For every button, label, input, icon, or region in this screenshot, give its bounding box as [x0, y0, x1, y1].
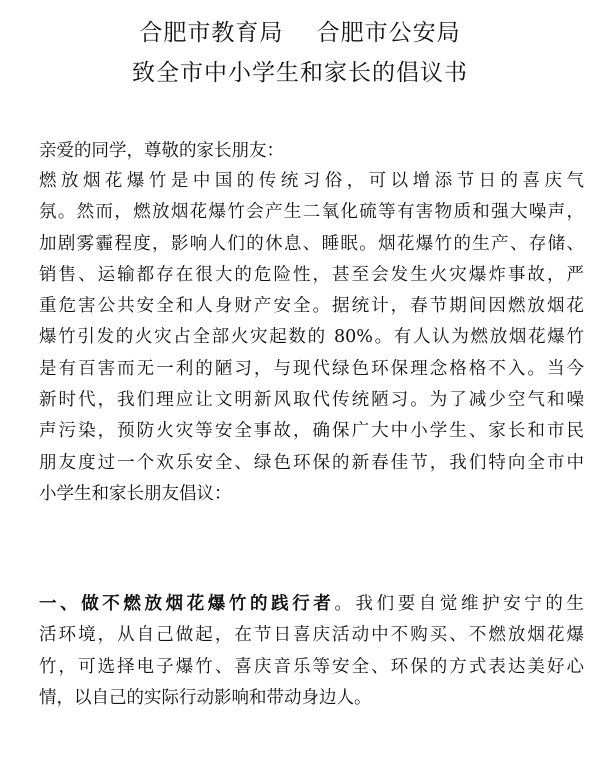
document-title-issuers: 合肥市教育局 合肥市公安局 — [139, 20, 461, 46]
paragraph-1-line: 爆竹引发的火灾占全部火灾起数的 80%。有人认为燃放烟花爆竹 — [39, 327, 584, 348]
paragraph-1-line: 是有百害而无一利的陋习，与现代绿色环保理念格格不入。当今 — [39, 358, 584, 379]
paragraph-1-line: 朋友度过一个欢乐安全、绿色环保的新春佳节，我们特向全市中 — [39, 452, 584, 473]
paragraph-1-line: 声污染，预防火灾等安全事故，确保广大中小学生、家长和市民 — [39, 421, 584, 442]
paragraph-2-first-line — [39, 589, 584, 620]
initiative-heading: 一、做不燃放烟花爆竹的践行者 — [39, 594, 335, 614]
paragraph-1-line: 加剧雾霾程度，影响人们的休息、睡眠。烟花爆竹的生产、存储、 — [39, 233, 584, 254]
paragraph-1-line: 燃放烟花爆竹是中国的传统习俗，可以增添节日的喜庆气 — [39, 171, 584, 191]
paragraph-2-line: 情，以自己的实际行动影响和带动身边人。 — [39, 687, 372, 708]
paragraph-1 — [39, 166, 584, 510]
paragraph-1-line: 氛。然而，燃放烟花爆竹会产生二氧化硫等有害物质和强大噪声， — [39, 202, 584, 223]
paragraph-1-line: 重危害公共安全和人身财产安全。据统计，春节期间因燃放烟花 — [39, 296, 584, 317]
paragraph-2 — [39, 589, 584, 714]
salutation: 亲爱的同学，尊敬的家长朋友： — [39, 141, 284, 161]
document-title: 致全市中小学生和家长的倡议书 — [132, 60, 468, 86]
paragraph-2-line: 竹，可选择电子爆竹、喜庆音乐等安全、环保的方式表达美好心 — [39, 656, 584, 677]
paragraph-2-line: 活环境，从自己做起，在节日喜庆活动中不购买、不燃放烟花爆 — [39, 625, 584, 646]
paragraph-1-line: 小学生和家长朋友倡议： — [39, 483, 232, 504]
paragraph-1-line: 新时代，我们理应让文明新风取代传统陋习。为了减少空气和噪 — [39, 390, 584, 411]
paragraph-1-line: 销售、运输都存在很大的危险性，甚至会发生火灾爆炸事故，严 — [39, 264, 584, 285]
paragraph-2-line-1-rest: 。我们要自觉维护安宁的生 — [334, 594, 585, 614]
